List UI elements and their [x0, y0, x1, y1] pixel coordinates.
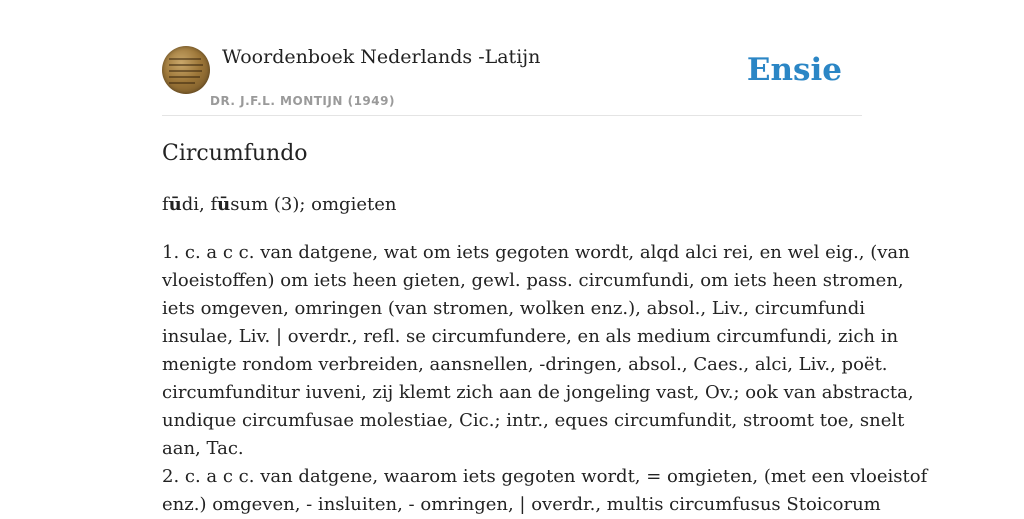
definition-line: enz.) omgeven, - insluiten, - omringen, | overdr., multis circumfusus Stoicorum — [162, 494, 881, 515]
definition-line: aan, Tac. — [162, 438, 244, 459]
definition-line: undique circumfusae molestiae, Cic.; intr., eques circumfundit, stroomt toe, snelt — [162, 410, 905, 431]
entry-forms — [162, 194, 396, 215]
definition-line: circumfunditur iuveni, zij klemt zich aan de jongeling vast, Ov.; ook van abstracta, — [162, 382, 914, 403]
definition-line: iets omgeven, omringen (van stromen, wolken enz.), absol., Liv., circumfundi — [162, 298, 866, 319]
logo-engraving-line — [169, 82, 195, 84]
definition-line: 1. c. a c c. van datgene, wat om iets gegoten wordt, alqd alci rei, en wel eig., (van — [162, 242, 910, 263]
definition-line: 2. c. a c c. van datgene, waarom iets gegoten wordt, = omgieten, (met een vloeistof — [162, 466, 928, 487]
header-divider — [162, 115, 862, 116]
forms-text: sum (3); omgieten — [230, 194, 397, 215]
entry-definition — [162, 239, 928, 519]
long-vowel: ū — [217, 194, 231, 215]
logo-engraving-line — [169, 64, 203, 66]
entry-headword: Circumfundo — [162, 141, 308, 166]
dictionary-title[interactable]: Woordenboek Nederlands -Latijn — [222, 46, 541, 68]
definition-line: menigte rondom verbreiden, aansnellen, -dringen, absol., Caes., alci, Liv., poët. — [162, 354, 888, 375]
logo-engraving-line — [169, 70, 202, 72]
brand-logo-link[interactable]: Ensie — [746, 52, 842, 88]
definition-line: insulae, Liv. | overdr., refl. se circumfundere, en als medium circumfundi, zich in — [162, 326, 899, 347]
long-vowel: ū — [168, 194, 182, 215]
logo-engraving-line — [169, 76, 200, 78]
logo-engraving-line — [169, 58, 201, 60]
forms-text: di, f — [181, 194, 218, 215]
forms-text: f — [162, 194, 169, 215]
dictionary-logo[interactable] — [162, 46, 210, 94]
dictionary-author: DR. J.F.L. MONTIJN (1949) — [210, 94, 395, 108]
definition-line: vloeistoffen) om iets heen gieten, gewl. pass. circumfundi, om iets heen stromen, — [162, 270, 904, 291]
